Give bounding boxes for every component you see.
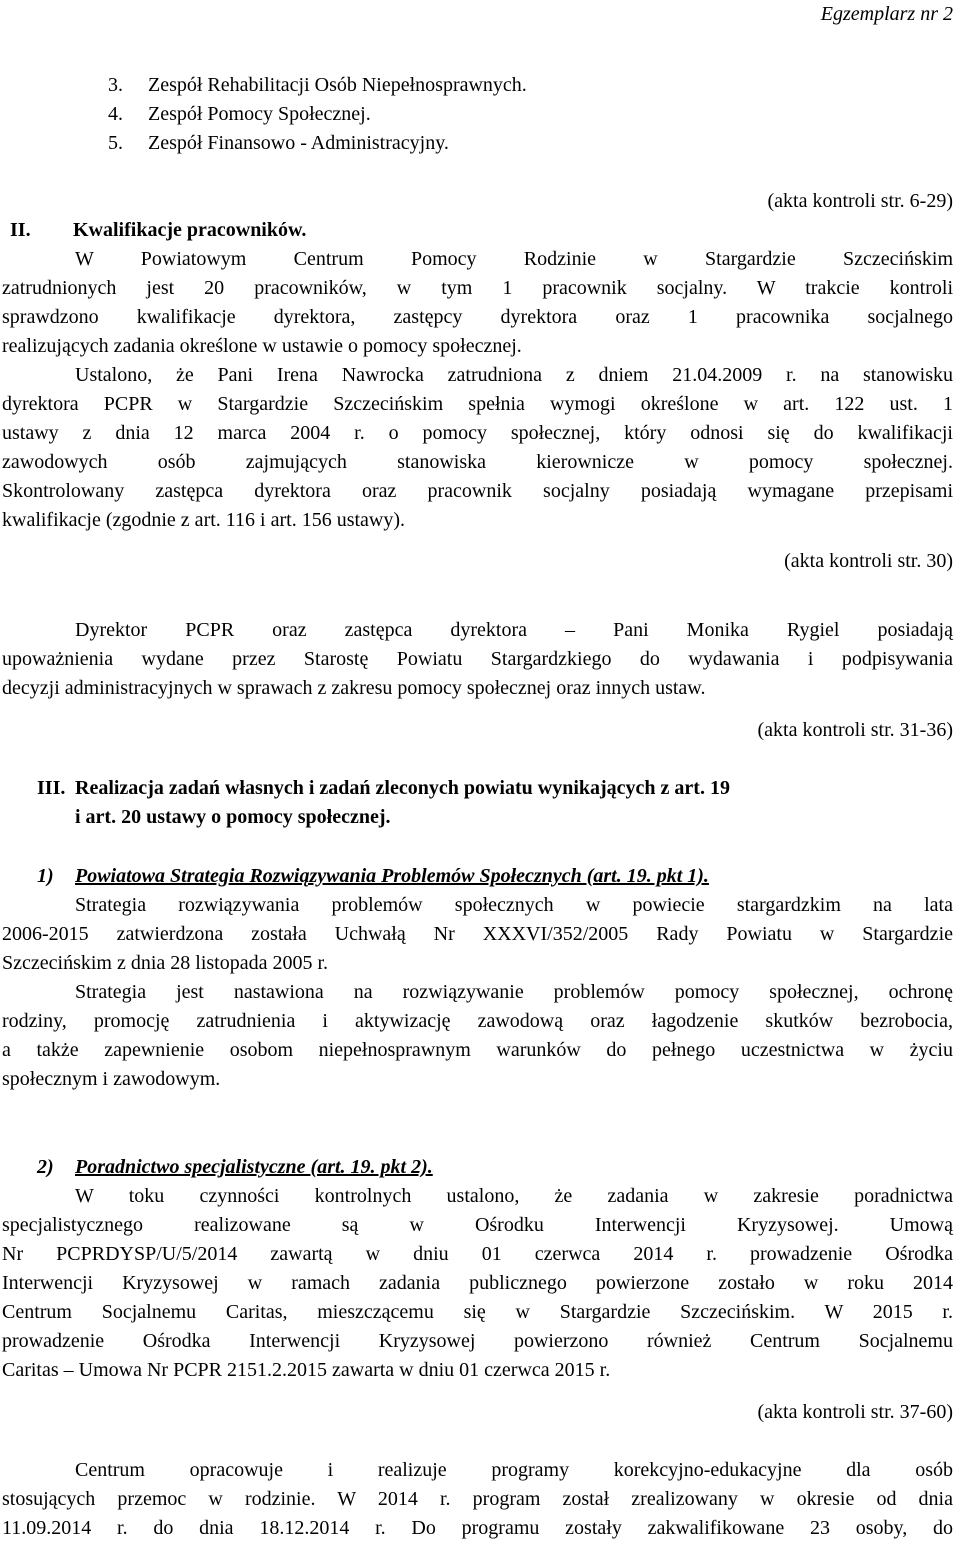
paragraph-line: Szczecińskim z dnia 28 listopada 2005 r.	[2, 952, 329, 974]
paragraph-line: Centrum opracowuje i realizuje programy korekcyjno-edukacyjne dla osób	[75, 1459, 953, 1481]
paragraph-line: upoważnienia wydane przez Starostę Powiatu Stargardzkiego do wydawania i podpisywania	[2, 648, 953, 670]
paragraph-line: Nr PCPRDYSP/U/5/2014 zawartą w dniu 01 czerwca 2014 r. prowadzenie Ośrodka	[2, 1243, 953, 1265]
section-number: II.	[10, 219, 31, 241]
section-title: Realizacja zadań własnych i zadań zleconych powiatu wynikających z art. 19	[75, 777, 730, 799]
list-number: 3.	[108, 74, 123, 96]
list-item	[108, 129, 953, 157]
file-reference: (akta kontroli str. 6-29)	[767, 190, 953, 212]
copy-label: Egzemplarz nr 2	[820, 3, 953, 25]
paragraph-line: 11.09.2014 r. do dnia 18.12.2014 r. Do programu zostały zakwalifikowane 23 osoby, do	[2, 1517, 953, 1539]
list-item	[108, 100, 953, 128]
section-heading	[10, 216, 953, 244]
paragraph-line: Dyrektor PCPR oraz zastępca dyrektora – Pani Monika Rygiel posiadają	[75, 619, 953, 641]
paragraph-line: W Powiatowym Centrum Pomocy Rodzinie w Stargardzie Szczecińskim	[75, 248, 953, 270]
paragraph-line: 2006-2015 zatwierdzona została Uchwałą Nr XXXVI/352/2005 Rady Powiatu w Stargardzie	[2, 923, 953, 945]
paragraph-line: Interwencji Kryzysowej w ramach zadania publicznego powierzone zostało w roku 2014	[2, 1272, 953, 1294]
paragraph-line: Strategia jest nastawiona na rozwiązywanie problemów pomocy społecznej, ochronę	[75, 981, 953, 1003]
list-number: 5.	[108, 132, 123, 154]
paragraph-line: rodziny, promocję zatrudnienia i aktywizację zawodową oraz łagodzenie skutków bezrobocia,	[2, 1010, 953, 1032]
subsection-title: Poradnictwo specjalistyczne (art. 19. pkt 2).	[75, 1156, 433, 1178]
paragraph-line: dyrektora PCPR w Stargardzie Szczecińskim spełnia wymogi określone w art. 122 ust. 1	[2, 393, 953, 415]
paragraph-line: kwalifikacje (zgodnie z art. 116 i art. 156 ustawy).	[2, 509, 406, 531]
section-title: Kwalifikacje pracowników.	[73, 219, 307, 241]
subsection-number: 1)	[37, 865, 54, 887]
list-text: Zespół Finansowo - Administracyjny.	[148, 132, 449, 154]
paragraph-line: sprawdzono kwalifikacje dyrektora, zastępcy dyrektora oraz 1 pracownika socjalnego	[2, 306, 953, 328]
section-number: III.	[37, 777, 66, 799]
list-item	[108, 71, 953, 99]
section-title-continued: i art. 20 ustawy o pomocy społecznej.	[75, 806, 391, 828]
paragraph-line: stosujących przemoc w rodzinie. W 2014 r. program został zrealizowany w okresie od dnia	[2, 1488, 953, 1510]
paragraph-line: specjalistycznego realizowane są w Ośrodku Interwencji Kryzysowej. Umową	[2, 1214, 953, 1236]
subsection-title: Powiatowa Strategia Rozwiązywania Problemów Społecznych (art. 19. pkt 1).	[75, 865, 709, 887]
paragraph-line: Caritas – Umowa Nr PCPR 2151.2.2015 zawarta w dniu 01 czerwca 2015 r.	[2, 1359, 611, 1381]
file-reference: (akta kontroli str. 30)	[784, 550, 953, 572]
paragraph-line: prowadzenie Ośrodka Interwencji Kryzysowej powierzono również Centrum Socjalnemu	[2, 1330, 953, 1352]
paragraph-line: realizujących zadania określone w ustawie o pomocy społecznej.	[2, 335, 522, 357]
file-reference: (akta kontroli str. 37-60)	[757, 1401, 953, 1423]
paragraph-line: Skontrolowany zastępca dyrektora oraz pracownik socjalny posiadają wymagane przepisami	[2, 480, 953, 502]
list-text: Zespół Pomocy Społecznej.	[148, 103, 371, 125]
list-text: Zespół Rehabilitacji Osób Niepełnosprawnych.	[148, 74, 527, 96]
paragraph-line: ustawy z dnia 12 marca 2004 r. o pomocy społecznej, który odnosi się do kwalifikacji	[2, 422, 953, 444]
paragraph-line: Centrum Socjalnemu Caritas, mieszczącemu się w Stargardzie Szczecińskim. W 2015 r.	[2, 1301, 953, 1323]
subsection-heading	[37, 1153, 953, 1181]
paragraph-line: W toku czynności kontrolnych ustalono, że zadania w zakresie poradnictwa	[75, 1185, 953, 1207]
subsection-number: 2)	[37, 1156, 54, 1178]
file-reference: (akta kontroli str. 31-36)	[757, 719, 953, 741]
paragraph-line: a także zapewnienie osobom niepełnosprawnym warunków do pełnego uczestnictwa w życiu	[2, 1039, 953, 1061]
paragraph-line: zatrudnionych jest 20 pracowników, w tym 1 pracownik socjalny. W trakcie kontroli	[2, 277, 953, 299]
paragraph-line: zawodowych osób zajmujących stanowiska kierownicze w pomocy społecznej.	[2, 451, 953, 473]
section-heading	[37, 774, 953, 802]
list-number: 4.	[108, 103, 123, 125]
paragraph-line: Ustalono, że Pani Irena Nawrocka zatrudniona z dniem 21.04.2009 r. na stanowisku	[75, 364, 953, 386]
paragraph-line: społecznym i zawodowym.	[2, 1068, 221, 1090]
subsection-heading	[37, 862, 953, 890]
paragraph-line: decyzji administracyjnych w sprawach z zakresu pomocy społecznej oraz innych ustaw.	[2, 677, 706, 699]
paragraph-line: Strategia rozwiązywania problemów społecznych w powiecie stargardzkim na lata	[75, 894, 953, 916]
